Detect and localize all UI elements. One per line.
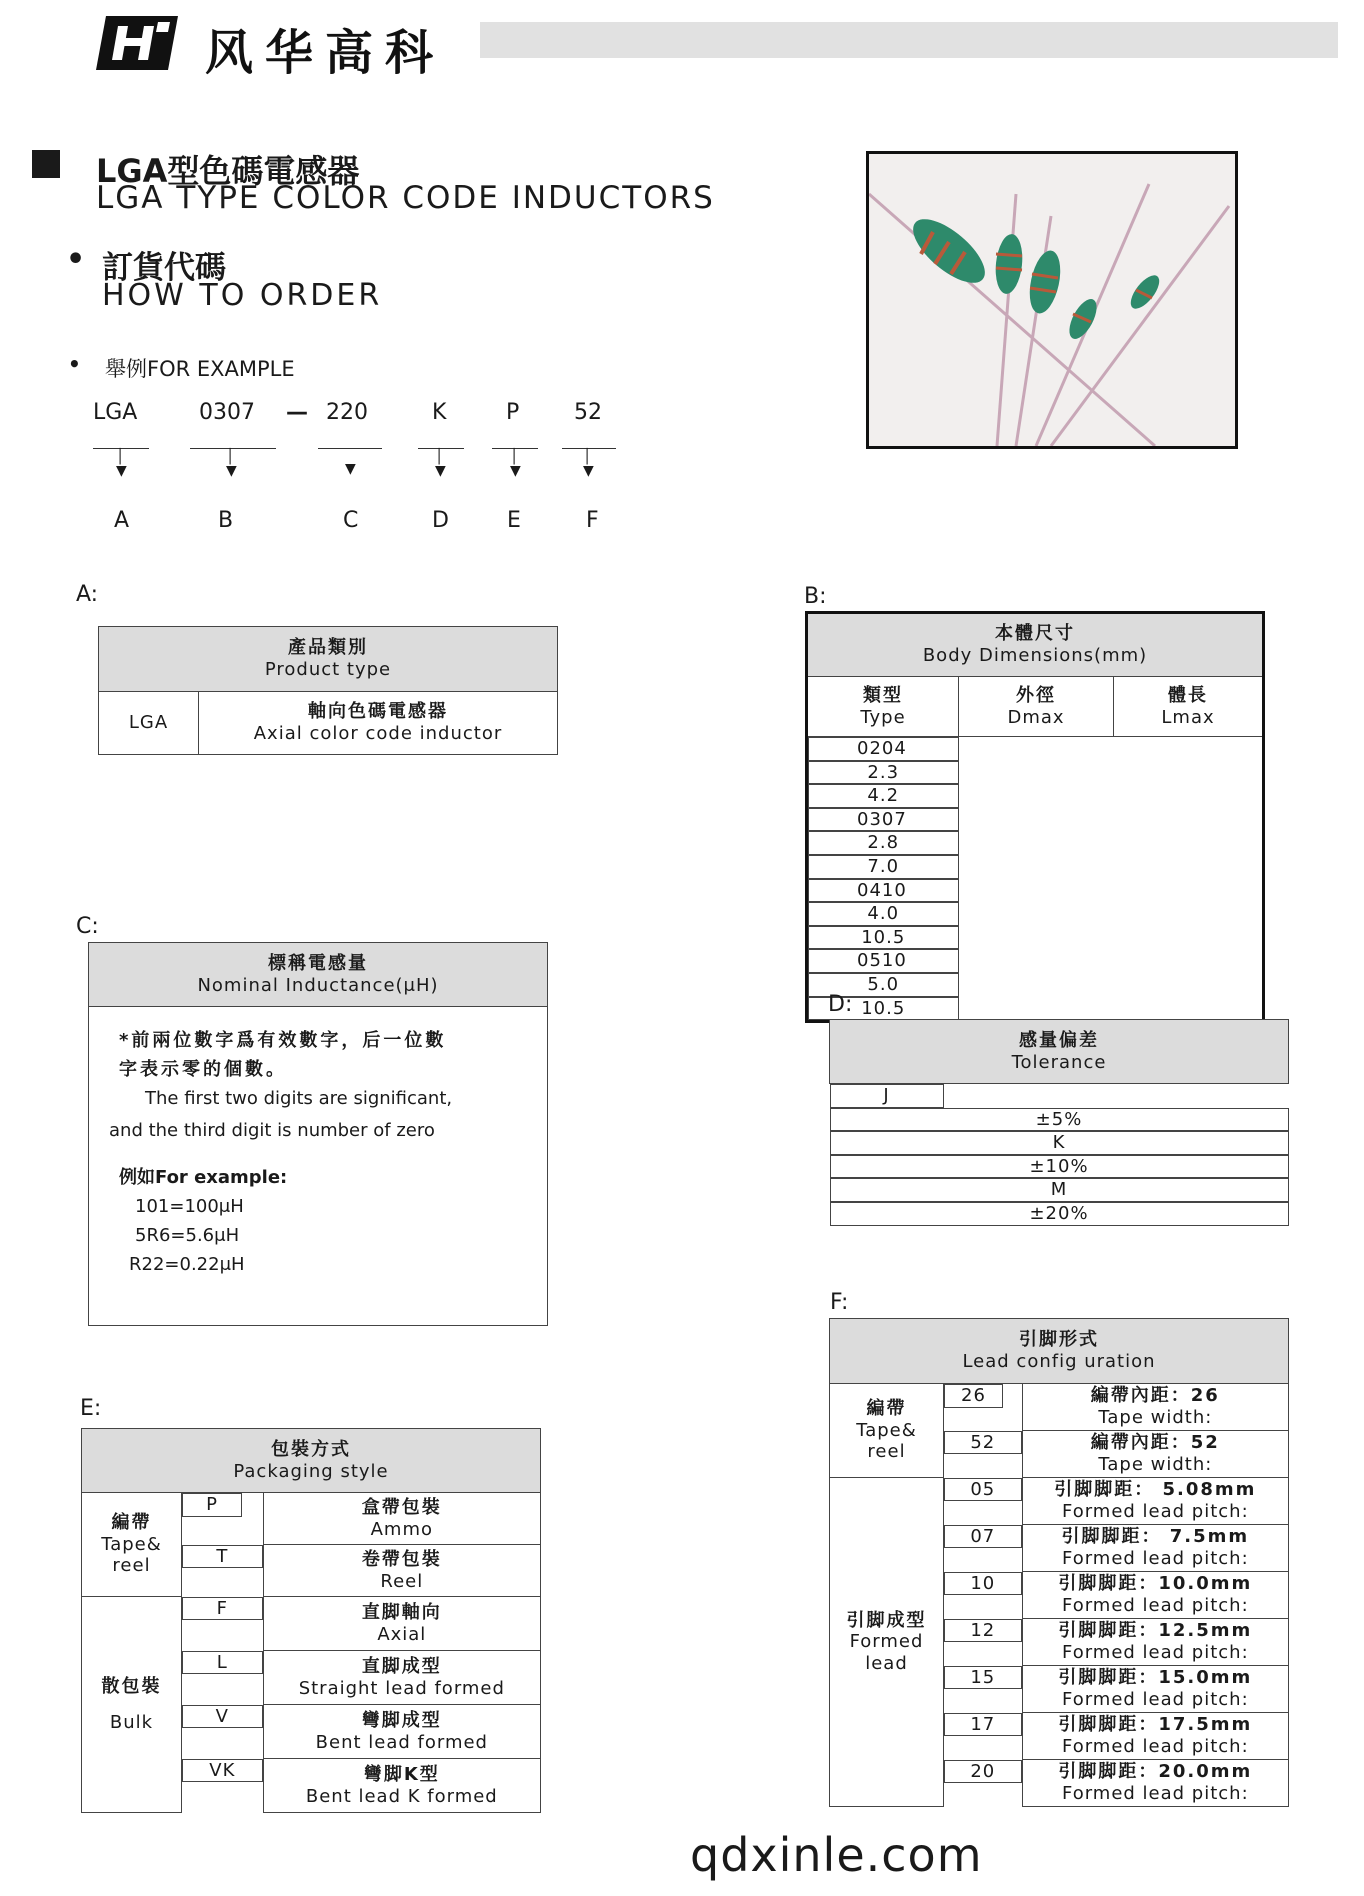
note-cn: 字表示零的個數。 [119,1058,287,1080]
arrow-down-icon: │ ▼ [510,449,521,479]
table-header: 感量偏差 Tolerance [830,1020,1289,1084]
brand-name: 风华高科 [205,25,446,81]
code-dash: — [286,400,308,425]
code-letter: E [507,508,521,533]
code-part: LGA [93,400,138,425]
lead-configuration-table [829,1318,1289,1807]
table-row: L 直脚成型 Straight lead formed [82,1651,541,1705]
arrow-down-icon: │ ▼ [435,449,446,479]
note-en: The first two digits are significant, [145,1087,453,1109]
table-header: 包裝方式 Packaging style [82,1429,541,1493]
table-row: VK 彎脚K型 Bent lead K formed [82,1759,541,1813]
table-row: 0204 2.3 4.2 [807,737,1264,808]
table-row: J ±5% [830,1084,1289,1132]
footer-url[interactable]: qdxinle.com [690,1828,983,1882]
table-row: 0307 2.8 7.0 [807,808,1264,879]
table-row: 0410 4.0 10.5 [807,879,1264,950]
table-row: M ±20% [830,1178,1289,1225]
example-value: 5R6=5.6μH [135,1224,240,1246]
table-header: 引脚形式 Lead config uration [830,1319,1289,1384]
code-part: K [432,400,447,425]
body-dimensions-table [805,611,1265,1023]
section-b-label: B: [804,584,827,609]
tape-reel-cell: 編帶 Tape& reel [82,1493,182,1597]
table-row: 15 引脚脚距：15.0mm Formed lead pitch: [830,1666,1289,1713]
table-row: 20 引脚脚距：20.0mm Formed lead pitch: [830,1760,1289,1807]
column-header: 類型 Type [807,677,959,737]
inductor-photo-icon [866,151,1238,449]
example-value: R22=0.22μH [129,1253,245,1275]
section-e-label: E: [80,1396,102,1421]
code-part: 220 [326,400,368,425]
note-cn: *前兩位數字爲有效數字，后一位數 [119,1030,447,1051]
table-row: K ±10% [830,1131,1289,1178]
column-header: 外徑 Dmax [959,677,1114,737]
table-header [99,627,558,692]
table-row: 引脚成型 Formed lead 05 引脚脚距： 5.08mm Formed lead pitch: [830,1478,1289,1525]
underline [318,448,382,449]
packaging-style-table [81,1428,541,1813]
arrow-down-icon: │ ▼ [116,449,127,479]
code-part: 52 [574,400,602,425]
product-type-table [98,626,558,755]
product-code-cell: LGA [99,692,199,755]
example-label: 舉例FOR EXAMPLE [105,357,295,381]
section-d-label: D: [828,992,853,1017]
header-en: Product type [264,659,392,680]
code-letter: D [432,508,449,533]
code-part: P [506,400,520,425]
example-value: 101=100μH [135,1195,244,1217]
fh-logo-icon [92,14,180,72]
nominal-inductance-table [88,942,548,1326]
bullet-icon: • [66,242,86,277]
header-cn: 產品類別 [288,637,368,659]
column-header: 體長 Lmax [1114,677,1264,737]
table-row: 12 引脚脚距：12.5mm Formed lead pitch: [830,1619,1289,1666]
code-part: 0307 [199,400,255,425]
arrow-down-icon: │ ▼ [226,449,237,479]
title-square-icon [32,150,60,178]
example-heading: 例如For example: [119,1167,288,1189]
section-a-label: A: [76,582,99,607]
bullet-icon: • [68,352,81,376]
code-letter: A [114,508,130,533]
section-c-label: C: [76,914,99,939]
product-desc-cell: 軸向色碼電感器 Axial color code inductor [199,692,558,755]
code-letter: B [218,508,234,533]
order-en: HOW TO ORDER [102,278,383,313]
code-letter: C [343,508,359,533]
formed-lead-cell: 引脚成型 Formed lead [830,1478,944,1807]
title-en: LGA TYPE COLOR CODE INDUCTORS [96,180,715,216]
inductance-note [89,1007,548,1326]
header-band [480,22,1338,58]
table-row: 52 編帶內距：52 Tape width: [830,1431,1289,1478]
arrow-down-icon: ▼ [345,461,356,477]
table-row: 散包裝 Bulk F 直脚軸向 Axial [82,1597,541,1651]
table-row: 07 引脚脚距： 7.5mm Formed lead pitch: [830,1525,1289,1572]
tolerance-table [829,1019,1289,1226]
table-header: 標稱電感量 Nominal Inductance(μH) [89,943,548,1007]
bulk-cell: 散包裝 Bulk [82,1597,182,1813]
table-row: 17 引脚脚距：17.5mm Formed lead pitch: [830,1713,1289,1760]
code-letter: F [586,508,599,533]
table-row: 10 引脚脚距：10.0mm Formed lead pitch: [830,1572,1289,1619]
section-f-label: F: [830,1290,849,1315]
table-row: T 卷帶包裝 Reel [82,1545,541,1597]
tape-reel-cell: 編帶 Tape& reel [830,1384,944,1478]
table-row: 0510 5.0 10.5 [807,949,1264,1021]
arrow-down-icon: │ ▼ [583,449,594,479]
title-cn: LGA型色碼電感器 [96,152,360,190]
table-header: 本體尺寸 Body Dimensions(mm) [807,613,1264,677]
note-en: and the third digit is number of zero [109,1120,435,1142]
table-row: 編帶 Tape& reel 26 編帶內距：26 Tape width: [830,1384,1289,1431]
order-cn: 訂貨代碼 [102,250,226,286]
table-row: V 彎脚成型 Bent lead formed [82,1705,541,1759]
table-row: 編帶 Tape& reel P 盒帶包裝 Ammo [82,1493,541,1545]
